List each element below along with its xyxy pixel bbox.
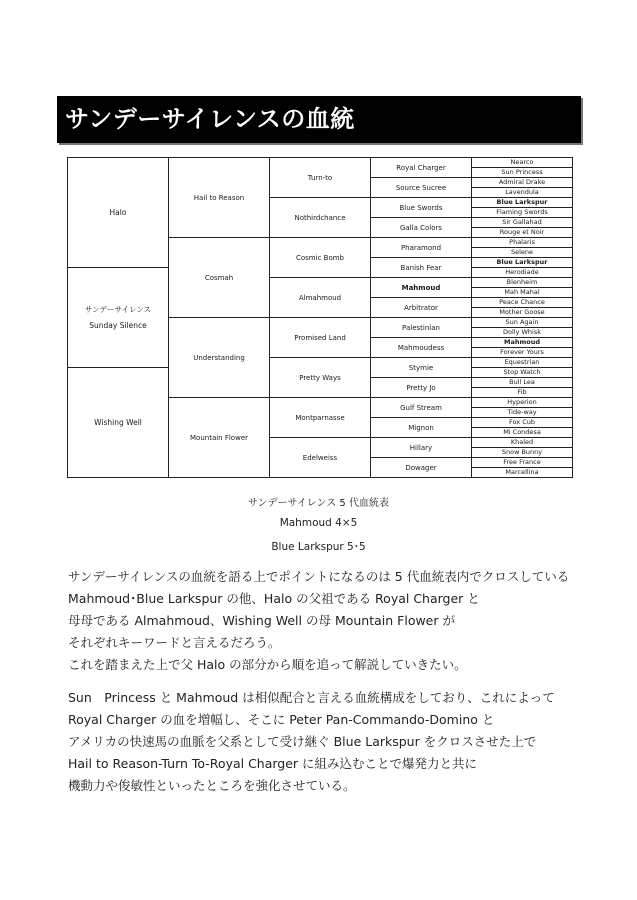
pedigree-gen5-cell: Phalaris — [472, 238, 573, 248]
pedigree-gen5-cell: Sun Again — [472, 318, 573, 328]
pedigree-row — [68, 158, 573, 168]
pedigree-gen2-cell: Understanding — [169, 318, 270, 398]
pedigree-gen3-cell: Montparnasse — [270, 398, 371, 438]
pedigree-gen5-cell: Mother Goose — [472, 308, 573, 318]
table-caption: サンデーサイレンス 5 代血統表 — [248, 498, 389, 509]
pedigree-gen3-cell: Turn-to — [270, 158, 371, 198]
title-bar — [57, 96, 581, 143]
pedigree-gen5-cell: Snow Bunny — [472, 448, 573, 458]
pedigree-gen5-cell: Peace Chance — [472, 298, 573, 308]
page-title: サンデーサイレンスの血統 — [65, 105, 355, 133]
pedigree-gen4-cell: Pharamond — [371, 238, 472, 258]
pedigree-gen5-cell: Fox Cub — [472, 418, 573, 428]
pedigree-gen4-cell: Mahmoud — [371, 278, 472, 298]
pedigree-gen3-cell: Edelweiss — [270, 438, 371, 478]
paragraph-line: サンデーサイレンスの血統を語る上でポイントになるのは 5 代血統表内でクロスしている — [68, 569, 570, 584]
pedigree-gen5-cell: Nearco — [472, 158, 573, 168]
pedigree-gen5-cell: Lavendula — [472, 188, 573, 198]
pedigree-gen3-cell: Pretty Ways — [270, 358, 371, 398]
pedigree-gen2-cell: Mountain Flower — [169, 398, 270, 478]
pedigree-gen4-cell: Royal Charger — [371, 158, 472, 178]
pedigree-gen4-cell: Mignon — [371, 418, 472, 438]
pedigree-gen5-cell: Bull Lea — [472, 378, 573, 388]
pedigree-gen4-cell: Mahmoudess — [371, 338, 472, 358]
paragraph-line: これを踏まえた上で父 Halo の部分から順を追って解説していきたい。 — [68, 657, 467, 672]
paragraph-line: アメリカの快速馬の血脈を父系として受け継ぐ Blue Larkspur をクロスさせた上で — [68, 734, 537, 749]
pedigree-gen5-cell: Sir Gallahad — [472, 218, 573, 228]
pedigree-gen4-cell: Palestinian — [371, 318, 472, 338]
horse-name-english: Sunday Silence — [89, 320, 147, 330]
horse-name: Wishing Well — [94, 417, 142, 427]
pedigree-gen5-cell: Forever Yours — [472, 348, 573, 358]
pedigree-gen4-cell: Galla Colors — [371, 218, 472, 238]
pedigree-gen2-cell: Cosmah — [169, 238, 270, 318]
pedigree-gen5-cell: Tide-way — [472, 408, 573, 418]
pedigree-gen3-cell: Nothirdchance — [270, 198, 371, 238]
pedigree-gen5-cell: Blenheim — [472, 278, 573, 288]
pedigree-gen5-cell: Khaled — [472, 438, 573, 448]
pedigree-gen5-cell: Hyperion — [472, 398, 573, 408]
pedigree-gen5-cell: Dolly Whisk — [472, 328, 573, 338]
pedigree-gen5-cell: Mi Condesa — [472, 428, 573, 438]
paragraph-line: 母母である Almahmoud、Wishing Well の母 Mountain Flower が — [68, 613, 455, 628]
pedigree-gen4-cell: Dowager — [371, 458, 472, 478]
paragraph-line: それぞれキーワードと言えるだろう。 — [68, 635, 281, 650]
pedigree-gen3-cell: Almahmoud — [270, 278, 371, 318]
paragraph-line: 機動力や俊敏性といったところを強化させている。 — [68, 778, 356, 793]
pedigree-gen1-cell — [68, 158, 169, 268]
pedigree-gen1-cell — [68, 368, 169, 478]
pedigree-gen5-cell: Herodiade — [472, 268, 573, 278]
pedigree-gen5-cell: Mah Mahal — [472, 288, 573, 298]
pedigree-gen5-cell: Fib — [472, 388, 573, 398]
cross-note-blue-larkspur: Blue Larkspur 5･5 — [271, 541, 366, 553]
pedigree-gen4-cell: Hillary — [371, 438, 472, 458]
pedigree-table — [67, 157, 573, 478]
cross-note-mahmoud: Mahmoud 4×5 — [279, 517, 358, 529]
pedigree-gen1-cell — [68, 268, 169, 368]
pedigree-gen5-cell: Marcellina — [472, 468, 573, 478]
pedigree-gen4-cell: Blue Swords — [371, 198, 472, 218]
pedigree-gen4-cell: Stymie — [371, 358, 472, 378]
paragraph-line: Sun Princess と Mahmoud は相似配合と言える血統構成をしており、これによって — [68, 690, 555, 705]
pedigree-gen4-cell: Source Sucree — [371, 178, 472, 198]
pedigree-gen5-cell: Blue Larkspur — [472, 198, 573, 208]
paragraph-intro — [68, 566, 578, 676]
pedigree-gen5-cell: Mahmoud — [472, 338, 573, 348]
pedigree-gen5-cell: Rouge et Noir — [472, 228, 573, 238]
horse-name: サンデーサイレンス — [84, 304, 152, 314]
paragraph-line: Royal Charger の血を増幅し、そこに Peter Pan-Commando-Domino と — [68, 712, 495, 727]
pedigree-gen3-cell: Cosmic Bomb — [270, 238, 371, 278]
pedigree-gen4-cell: Gulf Stream — [371, 398, 472, 418]
paragraph-analysis — [68, 687, 578, 797]
pedigree-gen5-cell: Admiral Drake — [472, 178, 573, 188]
horse-name: Halo — [109, 207, 127, 217]
pedigree-gen3-cell: Promised Land — [270, 318, 371, 358]
pedigree-gen4-cell: Banish Fear — [371, 258, 472, 278]
pedigree-gen5-cell: Equestrian — [472, 358, 573, 368]
pedigree-gen4-cell: Arbitrator — [371, 298, 472, 318]
paragraph-line: Mahmoud･Blue Larkspur の他、Halo の父祖である Royal Charger と — [68, 591, 480, 606]
pedigree-gen5-cell: Blue Larkspur — [472, 258, 573, 268]
pedigree-gen4-cell: Pretty Jo — [371, 378, 472, 398]
pedigree-gen5-cell: Selene — [472, 248, 573, 258]
pedigree-gen5-cell: Free France — [472, 458, 573, 468]
paragraph-line: Hail to Reason-Turn To-Royal Charger に組み込むことで爆発力と共に — [68, 756, 478, 771]
pedigree-gen2-cell: Hail to Reason — [169, 158, 270, 238]
pedigree-gen5-cell: Stop Watch — [472, 368, 573, 378]
pedigree-gen5-cell: Sun Princess — [472, 168, 573, 178]
pedigree-gen5-cell: Flaming Swords — [472, 208, 573, 218]
